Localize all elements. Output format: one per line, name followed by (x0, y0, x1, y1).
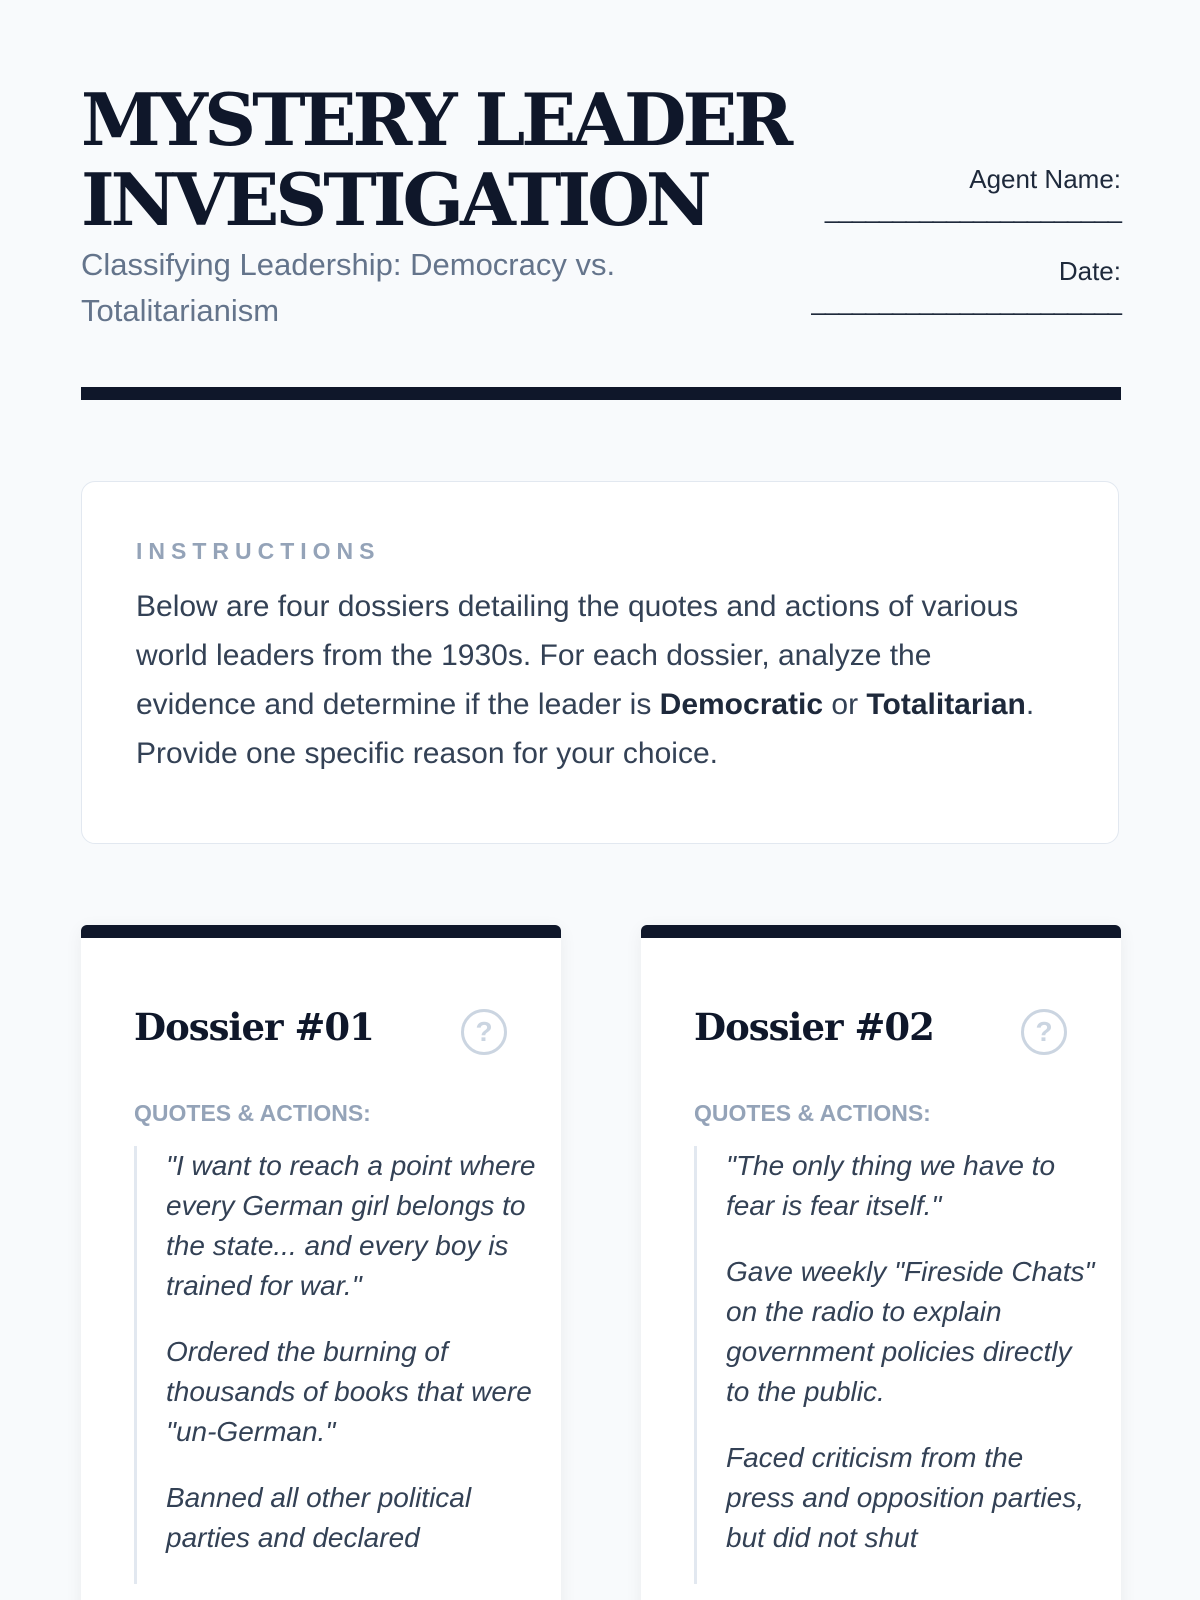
page-title (81, 77, 801, 242)
dossier-card-01 (81, 925, 561, 1600)
instructions-heading: INSTRUCTIONS (136, 538, 381, 564)
agent-info-block (781, 164, 1121, 348)
quotes-actions-label: QUOTES & ACTIONS: (694, 1100, 931, 1126)
evidence-item: "I want to reach a point where every German girl belongs to the state... and every boy is trained for war." (166, 1150, 536, 1301)
instructions-text-or: or (823, 688, 867, 721)
title-line-2: INVESTIGATION (81, 157, 708, 242)
evidence-item: Gave weekly "Fireside Chats" on the radio to explain government policies directly to the public. (726, 1256, 1095, 1407)
instructions-text (136, 582, 1056, 778)
dossier-title: Dossier #02 (694, 1005, 934, 1049)
agent-name-label: Agent Name: (969, 164, 1121, 194)
evidence-item: Ordered the burning of thousands of books that were "un-German." (166, 1336, 532, 1447)
instructions-box (81, 481, 1119, 844)
term-democratic: Democratic (659, 688, 824, 721)
evidence-list (694, 1146, 1098, 1584)
date-label: Date: (1058, 256, 1121, 286)
title-line-1: MYSTERY LEADER (81, 77, 790, 162)
term-totalitarian: Totalitarian (866, 688, 1026, 721)
question-circle-icon: ? (1021, 1009, 1067, 1055)
dossier-card-02 (641, 925, 1121, 1600)
evidence-item: Banned all other political parties and declared (166, 1482, 472, 1553)
header-divider (81, 387, 1121, 400)
instructions-text-start: Below are four dossiers detailing the quotes and actions of various world leaders from the 1930s. For each dossier, analyze the evidence and determine if the leader is (136, 590, 1019, 721)
date-blank: _______________________ (811, 286, 1121, 316)
instructions-text-end: . Provide one specific reason for your choice. (136, 688, 1035, 770)
evidence-item: Faced criticism from the press and opposition parties, but did not shut (726, 1442, 1084, 1553)
question-circle-icon: ? (461, 1009, 507, 1055)
dossier-title: Dossier #01 (134, 1005, 374, 1049)
evidence-list (134, 1146, 538, 1584)
agent-name-blank: ______________________ (824, 194, 1121, 224)
evidence-item: "The only thing we have to fear is fear itself." (726, 1150, 1056, 1221)
page-subtitle: Classifying Leadership: Democracy vs. Totalitarianism (81, 247, 616, 328)
quotes-actions-label: QUOTES & ACTIONS: (134, 1100, 371, 1126)
